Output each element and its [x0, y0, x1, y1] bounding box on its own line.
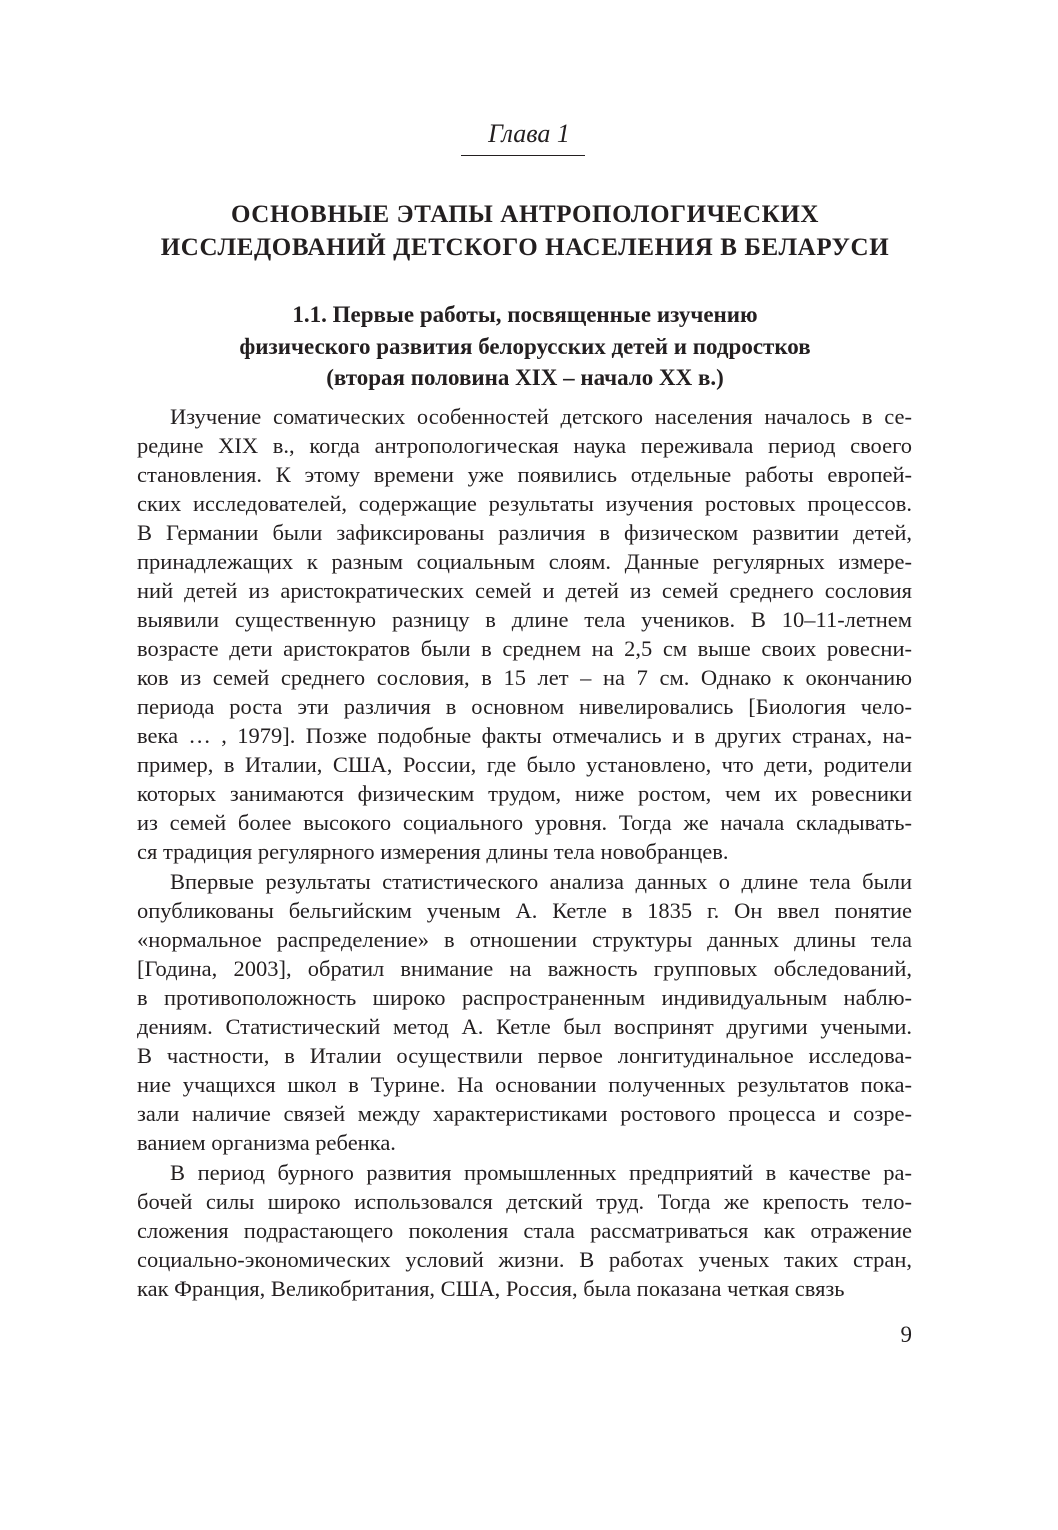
text-line: принадлежащих к разным социальным слоям. Данные регулярных измере- — [137, 549, 912, 574]
text-line: Изучение соматических особенностей детского населения началось в се- — [170, 404, 912, 429]
text-line: ванием организма ребенка. — [137, 1130, 396, 1155]
text-line: В частности, в Италии осуществили первое лонгитудинальное исследова- — [137, 1043, 912, 1068]
text-line: сложения подрастающего поколения стала рассматриваться как отражение — [137, 1218, 912, 1243]
text-line: из семей более высокого социального уровня. Тогда же начала складывать- — [137, 810, 912, 835]
text-line: ков из семей среднего сословия, в 15 лет – на 7 см. Однако к окончанию — [137, 665, 912, 690]
text-line: как Франция, Великобритания, США, Россия, была показана четкая связь — [137, 1276, 845, 1301]
text-line: периода роста эти различия в основном нивелировались [Биология чело- — [137, 694, 912, 719]
text-line: зали наличие связей между характеристиками ростового процесса и созре- — [137, 1101, 912, 1126]
section-title-line: (вторая половина XIX – начало XX в.) — [326, 365, 724, 390]
text-line: выявили существенную разницу в длине тела учеников. В 10–11-летнем — [137, 607, 912, 632]
text-line: в противоположность широко распространенным индивидуальным наблю- — [137, 985, 912, 1010]
section-title-line: физического развития белорусских детей и подростков — [239, 333, 811, 359]
text-line: становления. К этому времени уже появились отдельные работы европей- — [137, 462, 912, 487]
text-line: редине XIX в., когда антропологическая наука переживала период своего — [137, 433, 912, 458]
text-line: которых занимаются физическим трудом, ниже ростом, чем их ровесники — [137, 781, 912, 806]
chapter-title-line: ОСНОВНЫЕ ЭТАПЫ АНТРОПОЛОГИЧЕСКИХ — [230, 201, 820, 228]
text-line: [Година, 2003], обратил внимание на важность групповых обследований, — [137, 956, 912, 981]
chapter-label: Глава 1 — [488, 119, 570, 148]
text-line: ние учащихся школ в Турине. На основании полученных результатов пока- — [137, 1072, 912, 1097]
page-number: 9 — [900, 1322, 912, 1347]
section-title — [100, 299, 950, 394]
text-line: опубликованы бельгийским ученым А. Кетле в 1835 г. Он ввел понятие — [137, 898, 912, 923]
text-line: Впервые результаты статистического анализа данных о длине тела были — [170, 869, 912, 894]
text-line: В Германии были зафиксированы различия в физическом развитии детей, — [137, 520, 912, 545]
section-title-line: 1.1. Первые работы, посвященные изучению — [292, 302, 758, 327]
paragraph — [137, 1158, 912, 1303]
chapter-title-line: ИССЛЕДОВАНИЙ ДЕТСКОГО НАСЕЛЕНИЯ В БЕЛАРУСИ — [160, 234, 890, 261]
text-line: пример, в Италии, США, России, где было установлено, что дети, родители — [137, 752, 912, 777]
text-line: «нормальное распределение» в отношении структуры данных длины тела — [137, 927, 912, 952]
text-line: дениям. Статистический метод А. Кетле был воспринят другими учеными. — [137, 1014, 912, 1039]
chapter-title — [100, 198, 950, 264]
text-line: ских исследователей, содержащие результаты изучения ростовых процессов. — [137, 491, 912, 516]
text-line: ся традиция регулярного измерения длины тела новобранцев. — [137, 839, 729, 864]
paragraph — [137, 867, 912, 1157]
chapter-rule — [461, 155, 585, 156]
text-line: возрасте дети аристократов были в среднем на 2,5 см выше своих ровесни- — [137, 636, 912, 661]
text-line: века … , 1979]. Позже подобные факты отмечались и в других странах, на- — [137, 723, 912, 748]
text-line: В период бурного развития промышленных предприятий в качестве ра- — [170, 1160, 912, 1185]
text-line: ний детей из аристократических семей и детей из семей среднего сословия — [137, 578, 912, 603]
text-line: социально-экономических условий жизни. В работах ученых таких стран, — [137, 1247, 912, 1272]
paragraph — [137, 402, 912, 866]
body-text — [137, 402, 912, 1304]
text-line: бочей силы широко использовался детский труд. Тогда же крепость тело- — [137, 1189, 912, 1214]
